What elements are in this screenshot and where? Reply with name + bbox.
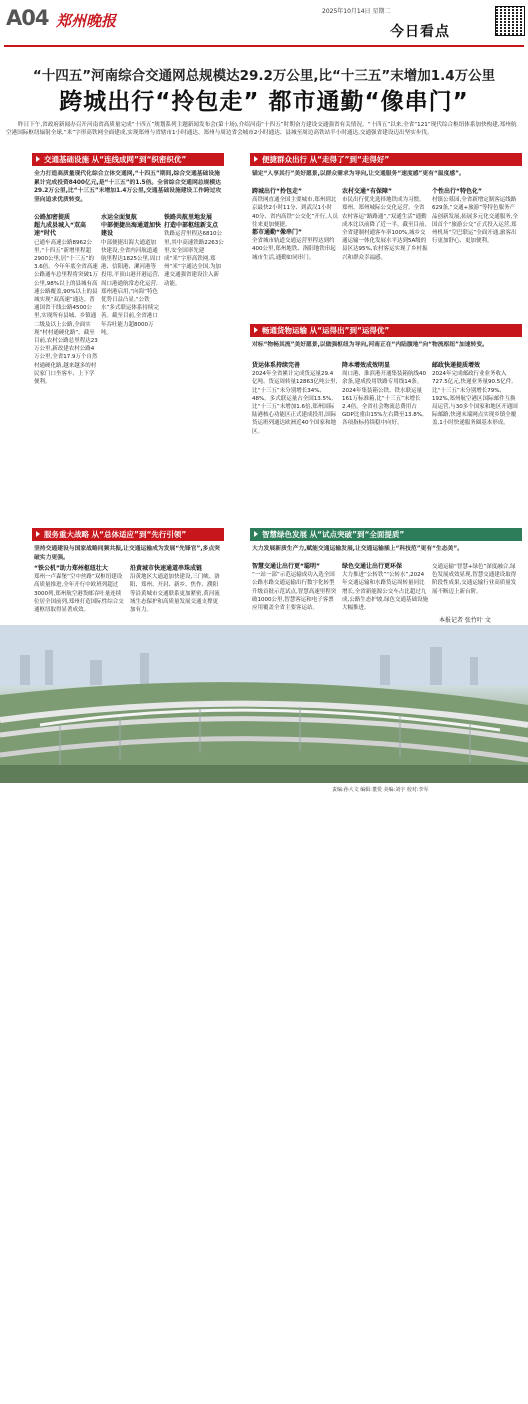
- section-intro: 坚持交通建设与国家战略同频共振,让交通运输成为发展“先锋官”,多点突破实力更强。: [34, 546, 220, 561]
- section-bar-strategy: 服务重大战略 从“总体适应”到“先行引领”: [32, 528, 224, 541]
- body-text: 大力推进“公转铁”“公转水”,2024年交通运输和水路货运周转量同比增长,全省新能源公交车占比超过九成,公路生态护坡,绿色交通基础设施大幅推进。: [342, 572, 428, 612]
- body-text: 铁路运营里程达6810公里,其中高速铁路2263公里,安全国率先建成“米”字形高铁网,郑州“米”字通达全国,为加速交通强省建设注入新动能。: [164, 231, 224, 287]
- triangle-icon: [254, 327, 258, 333]
- article-lead: 昨日下午,省政府新闻办召开河南省高质量完成“十四五”规划系列主题新闻发布会(第十场),介绍河南“十四五”时期奋力建设交通强省有关情况。“十四五”以来,全省“121”现代综合枢纽体系加快构建,郑州航空港国际枢纽辐射全球,“米”字形高铁网全面建成,实现郑州与省辖市1小时通达、郑州与周边省会城市2小时通达、县城至周边高铁站半小时通达,交通强省建设迈出坚实步伐。: [6, 122, 517, 136]
- qr-code-icon: [495, 6, 525, 36]
- section-bar-infrastructure: 交通基础设施 从“连线成网”到“织密织优”: [32, 153, 224, 166]
- header-divider: [4, 45, 524, 47]
- triangle-icon: [254, 156, 258, 162]
- subhead: 降本增效成效明显: [342, 362, 391, 369]
- body-text: 中部便捷出海大通道加快建设,全省内河航道通航里程达1825公里,周口港、信阳港、漯河港等投用,平顶山港开港运营,周口港通航常态化运营,郑州港启用,“向海”特色优势日益凸显,“公铁水”多式联运体系持续完善。截至目前,全省港口年吞吐能力超8000万吨。: [101, 239, 161, 336]
- article-column: [432, 362, 520, 512]
- subhead: 绿色交通让出行更环保: [342, 563, 403, 570]
- triangle-icon: [254, 531, 258, 537]
- body-text: 交通运输“智慧+绿色”深度融合,绿色发展成效显现,智慧交通建设取得阶段性成果,交通运输行业高质量发展不断迈上新台阶。: [432, 564, 517, 595]
- article-column: [252, 362, 338, 512]
- section-intro: 全力打造高质量现代化综合立体交通网,“十四五”期间,综合交通基础设施累计完成投资8400亿元,是“十三五”的1.5倍。全省综合交通网总规模达29.2万公里,比“十三五”末增加1.4万公里,交通基础设施建设工作跨过攻坚向追求优质转变。: [34, 171, 222, 203]
- section-intro: 对标“物畅其流”美好愿景,以做强枢纽为导向,河南正在“内陆腹地”向“物流枢纽”加速转变。: [252, 342, 488, 348]
- article-column: [432, 563, 520, 613]
- subhead: 货运体系持续完善: [252, 362, 301, 369]
- section-intro: 大力发展新质生产力,赋能交通运输发展,让交通运输插上“科技范”更有“生态美”。: [252, 546, 463, 552]
- reporter-credit: 本报记者 张竹叶 文: [439, 617, 491, 624]
- body-text: 2024年完成邮政行业业务收入727.5亿元,快递业务量90.5亿件,比“十三五”末分别增长79%、192%,郑州航空港区国际邮件互换局运营,与30多个国家和地区开通国际邮路,快递末端网点实现乡镇全覆盖,1小时快递服务圈基本形成。: [432, 371, 518, 427]
- article-column: [342, 362, 428, 512]
- article-column: [252, 188, 338, 306]
- article-column: [34, 214, 98, 530]
- subhead: 个性出行“特色化”: [432, 188, 482, 195]
- subhead: 智慧交通让出行更“聪明”: [252, 563, 320, 570]
- article-column: [34, 565, 126, 623]
- article-column: [432, 188, 520, 306]
- body-text: 村镇公墓园,全省新增定制客运线路629条,“交通+旅游”等特色服务产品创新发展,拓展多元化交通服务,全国首个“旅游公交”正式投入运营,郑州机场“空巴联运”全面开通,旅客出行更加舒心、更加便利。: [432, 197, 518, 245]
- article-headline: 跨城出行“拎包走” 都市通勤“像串门”: [59, 89, 469, 115]
- section-intro: 锚定“人享其行”美好愿景,以群众需求为导向,让交通服务“速度感”更有“温度感”。: [252, 171, 465, 177]
- triangle-icon: [36, 531, 40, 537]
- body-text: “一站一部”示范运输成功入选全国公路水路交通运输出行数字化转型升级首批示范试点,智慧高速里程突破1000公里,智慧客运和电子客票应用覆盖全省主要客运站。: [252, 572, 337, 612]
- article-column: [101, 214, 161, 530]
- body-text: 全省城市轨道交通运营里程达到约400公里,郑州地铁、洛阳地铁串起城市生活,通勤如同串门。: [252, 238, 336, 261]
- article-column: [342, 563, 428, 621]
- editor-footer: 责编:孙大文 编辑:董愛 美编:刘宇 校对:李军: [332, 787, 429, 793]
- photo-caption: 郑州米字形高铁网日夜繁忙: [375, 1397, 448, 1404]
- subhead: 中部便捷出海通道加快建设: [101, 222, 162, 238]
- body-text: 郑州一卢森堡“空中丝路”双枢纽建设高质量推进,全年开行中欧班列超过3000列,郑州航空港货邮吞吐量连续位居全国前列,郑州打造国际性综合交通枢纽取得显著成效。: [34, 574, 124, 614]
- article-kicker: “十四五”河南综合交通网总规模达29.2万公里,比“十三五”末增加1.4万公里: [32, 68, 496, 84]
- subhead: 跨城出行“拎包走”: [252, 188, 302, 195]
- section-bar-travel: 便捷群众出行 从“走得了”到“走得好”: [250, 153, 522, 166]
- photo-illustration: [0, 625, 528, 783]
- page-header: [0, 0, 528, 46]
- issue-date: 2025年10月14日 星期二: [322, 8, 391, 15]
- section-bar-freight: 畅通货物运输 从“运得出”到“运得优”: [250, 324, 522, 337]
- subhead: 公路加密提质: [34, 214, 71, 221]
- body-text: 2024年全省累计完成货运量29.4亿吨、货运周转量12863亿吨公里,比“十三五”末分别增长34%、48%。多式联运量占全国13.5%,比“十三五”末增加1.6倍,郑州国际陆港核心功能区正式建成投用,国际货运班列通达欧洲近40个国家和地区。: [252, 371, 338, 435]
- subhead: 打造中部枢纽新支点: [164, 222, 219, 230]
- article-column: [164, 214, 224, 530]
- subhead: 都市通勤“像串门”: [252, 229, 302, 237]
- article-column: [130, 565, 222, 623]
- subhead: “铁公机”助力郑州枢纽壮大: [34, 565, 108, 572]
- body-text: 沿黄地区大通道加快建设,三门峡、洛阳、郑州、开封、新乡、焦作、濮阳等沿黄城市交通联系更加紧密,黄河流域生态保护和高质量发展交通支撑更加有力。: [130, 574, 220, 614]
- article-column: [252, 563, 338, 621]
- subhead: 邮政快递提质增效: [432, 362, 481, 369]
- section-title: 今日看点: [390, 24, 450, 40]
- section-bar-smart-green: 智慧绿色发展 从“试点突破”到“全面提质”: [250, 528, 522, 541]
- newspaper-masthead: 郑州晚报: [56, 12, 117, 30]
- article-column: [342, 188, 428, 306]
- subhead: 超九成县城入“双高速”时代: [34, 222, 86, 238]
- subhead: 农村交通“有保障”: [342, 188, 392, 195]
- body-text: 高铁网直通全国主要城市,郑州到北京最快2小时11分、到武汉1小时40分、省内高铁“公交化”开行,人员往来更加便捷。: [252, 197, 338, 228]
- subhead: 铁路共航里地发展: [164, 214, 213, 221]
- page-number: A04: [6, 6, 49, 30]
- body-text: 市民出行优先选择地铁成为习惯。郑州、郑州城际公交化运营。全省农村客运“路路通”,“双通生活”通勤成本比以前降了近一半。截至目前,全省建制村通客车率100%,城乡交通运输一体化发展水平达到5A级的县区达95%,农村客运实现了乡村振兴和群众幸福感。: [342, 197, 428, 261]
- subhead: 水运全面复航: [101, 214, 138, 221]
- body-text: 已通车高速公路8962公里,“十四五”新增里程超2900公里,居“十三五”的3.6倍。今年年底全省高速公路通车总里程将突破1万公里,98%以上的县城有高速公路覆盖,90%以上的县城实现“双高速”通达。普通国省干线公路4500公里,实现所有县城、乡镇通二级及以上公路,全面实现“村村通硬化路”。截至目前,农村公路总里程达23万公里,新改建农村公路4万公里,全省17.9万个自然村通硬化路,越来越多的村民家门口坐客车、上下学便利。: [34, 239, 99, 386]
- triangle-icon: [36, 156, 40, 162]
- body-text: 周口港、淮滨港开通集装箱航线40余条,建成投用铁路专用线14条。2024年集装箱公铁、铁水联运量161万标准箱,比“十三五”末增长2.4倍。全省社会物流总费用占GDP比重由15%左右降至13.8%,各项指标持续稳中向好。: [342, 371, 426, 427]
- subhead: 沿黄城市快速通道串珠成链: [130, 565, 203, 572]
